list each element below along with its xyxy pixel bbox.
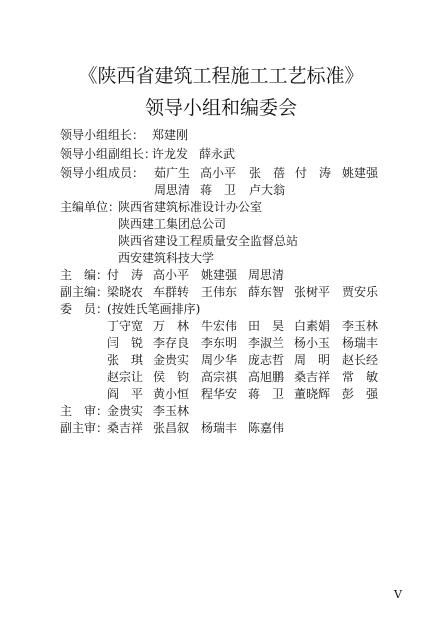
editor-unit: 陕西省建筑标准设计办公室	[118, 200, 263, 214]
committee-name: 周 明	[294, 353, 331, 367]
chief-editor-name: 姚建强	[201, 268, 238, 282]
editor-unit: 陕西建工集团总公司	[118, 217, 227, 231]
committee-name: 李东明	[201, 336, 238, 350]
committee-row	[60, 385, 400, 403]
committee-name: 杨瑞丰	[342, 336, 379, 350]
committee-name: 赵宗让	[107, 370, 144, 384]
page-number: V	[394, 588, 402, 601]
committee-name: 金贵实	[153, 353, 190, 367]
committee-name: 董晓辉	[294, 387, 331, 401]
deputy-leader-row	[60, 145, 400, 163]
chief-editor-name: 高小平	[153, 268, 190, 282]
editor-units-row	[60, 232, 400, 250]
deputy-editor-name: 车群转	[153, 285, 190, 299]
member-name: 姚建强	[342, 166, 379, 180]
editor-units-row	[60, 198, 400, 216]
member-name: 茹广生	[154, 166, 191, 180]
page-title: 《陕西省建筑工程施工工艺标准》	[78, 65, 364, 87]
editor-unit: 陕西省建设工程质量安全监督总站	[118, 234, 299, 248]
deputy-reviewer-name: 张昌叙	[153, 421, 190, 435]
committee-name: 侯 钧	[153, 370, 190, 384]
page-subtitle: 领导小组和编委会	[144, 97, 297, 119]
chief-editors-row	[60, 266, 400, 284]
committee-name: 白素娟	[294, 319, 331, 333]
committee-row	[60, 368, 400, 386]
deputy-editor-name: 张树平	[294, 285, 331, 299]
committee-row	[60, 317, 400, 335]
committee-name: 黄小恒	[153, 387, 190, 401]
deputy-editors-label: 副主编：	[60, 285, 109, 299]
committee-name: 程华安	[201, 387, 238, 401]
leader-row	[60, 126, 400, 144]
committee-name: 阎 平	[107, 387, 144, 401]
deputy-reviewer-name: 陈嘉伟	[248, 421, 285, 435]
committee-row	[60, 334, 400, 352]
deputy-editor-name: 贾安乐	[342, 285, 379, 299]
deputy-editor-name: 梁晓农	[107, 285, 144, 299]
editor-units-row	[60, 249, 400, 267]
committee-row	[60, 351, 400, 369]
members-row	[60, 181, 400, 199]
committee-name: 杨小玉	[294, 336, 331, 350]
deputy-reviewer-name: 杨瑞丰	[201, 421, 238, 435]
committee-name: 高宗祺	[201, 370, 238, 384]
deputy-leader-name: 许龙发	[152, 147, 189, 161]
leader-name: 郑建刚	[152, 128, 189, 142]
deputy-reviewers-label: 副主审：	[60, 421, 109, 435]
leader-label: 领导小组组长：	[60, 128, 145, 142]
editor-unit: 西安建筑科技大学	[118, 251, 215, 265]
chief-reviewer-name: 金贵实	[107, 404, 144, 418]
editor-units-row	[60, 215, 400, 233]
committee-name: 闫 锐	[107, 336, 144, 350]
committee-name: 周少华	[201, 353, 238, 367]
chief-reviewers-row	[60, 402, 400, 420]
deputy-editor-name: 王伟东	[201, 285, 238, 299]
deputy-reviewer-name: 桑吉祥	[107, 421, 144, 435]
committee-name: 常 敏	[342, 370, 379, 384]
committee-name: 庞志哲	[248, 353, 285, 367]
chief-editor-name: 付 涛	[107, 268, 144, 282]
chief-reviewer-name: 李玉林	[153, 404, 190, 418]
member-name: 蒋 卫	[200, 183, 237, 197]
committee-name: 万 林	[153, 319, 190, 333]
chief-editors-label: 主 编：	[60, 268, 109, 282]
committee-name: 牛宏伟	[201, 319, 238, 333]
deputy-editors-row	[60, 283, 400, 301]
committee-name: 桑吉祥	[294, 370, 331, 384]
members-label: 领导小组成员：	[60, 166, 145, 180]
committee-name: 彭 强	[342, 387, 379, 401]
member-name: 付 涛	[295, 166, 332, 180]
committee-note: (按姓氏笔画排序)	[107, 302, 201, 316]
committee-label: 委 员：	[60, 302, 109, 316]
committee-name: 赵长经	[342, 353, 379, 367]
member-name: 周思清	[154, 183, 191, 197]
chief-reviewers-label: 主 审：	[60, 404, 109, 418]
committee-name: 张 琪	[107, 353, 144, 367]
committee-name: 蒋 卫	[248, 387, 285, 401]
committee-name: 高旭鹏	[248, 370, 285, 384]
editor-units-label: 主编单位：	[60, 200, 121, 214]
deputy-editor-name: 薛东智	[248, 285, 285, 299]
deputy-reviewers-row	[60, 419, 400, 437]
committee-name: 田 昊	[248, 319, 285, 333]
committee-name: 李淑兰	[248, 336, 285, 350]
member-name: 卢大翁	[249, 183, 286, 197]
member-name: 高小平	[200, 166, 237, 180]
committee-name: 丁守宽	[107, 319, 144, 333]
chief-editor-name: 周思清	[248, 268, 285, 282]
member-name: 张 蓓	[249, 166, 286, 180]
members-row	[60, 164, 400, 182]
deputy-leader-name: 薛永武	[199, 147, 236, 161]
committee-name: 李玉林	[342, 319, 379, 333]
committee-name: 李存良	[153, 336, 190, 350]
committee-row	[60, 300, 400, 318]
deputy-leader-label: 领导小组副组长：	[60, 147, 157, 161]
